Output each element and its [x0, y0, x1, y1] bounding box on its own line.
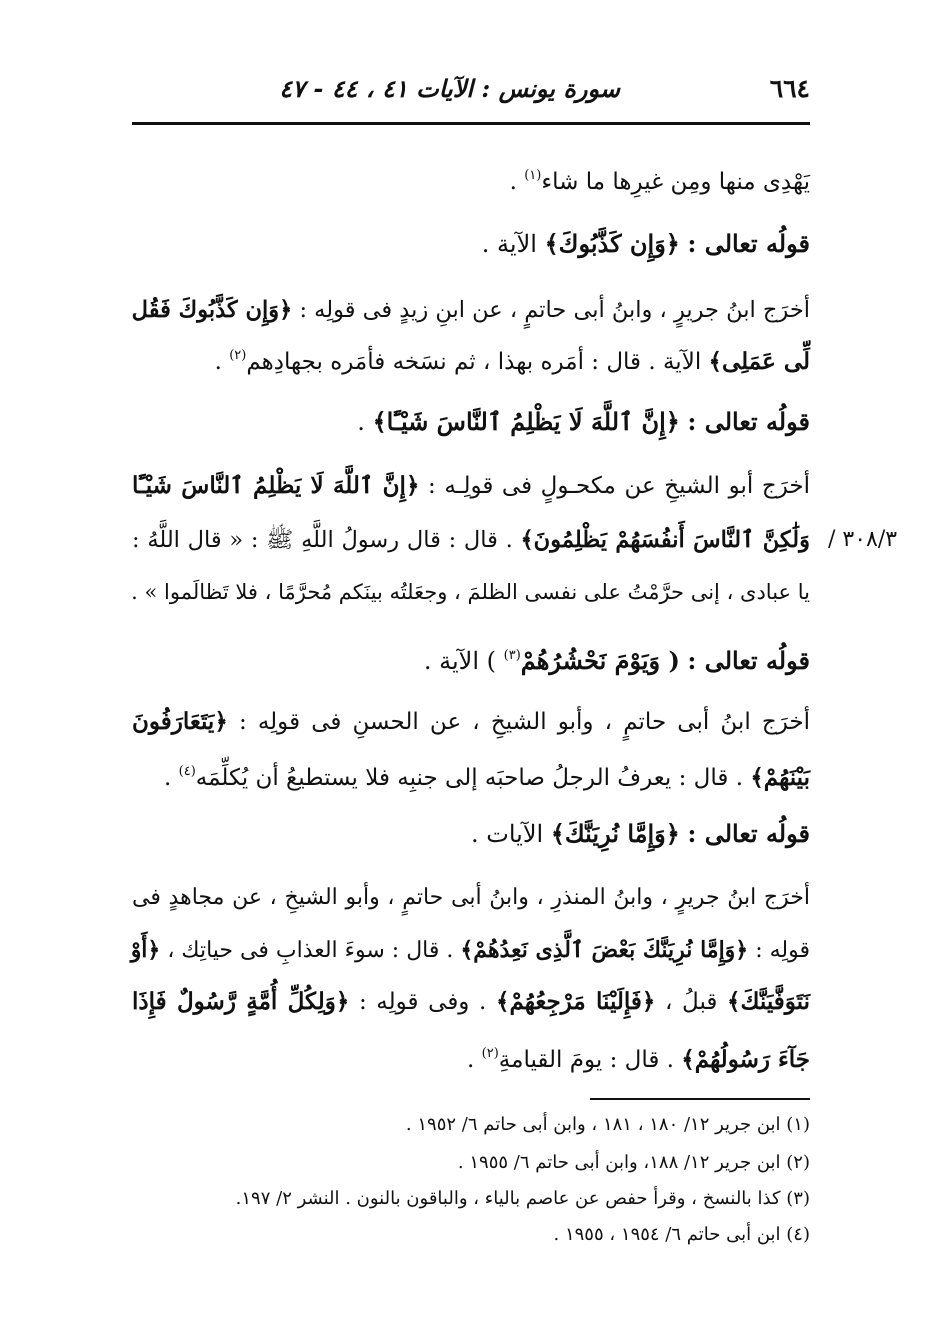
footnote-rule: [590, 1098, 810, 1100]
quran-quote: نَتَوَفَّيَنَّكَ﴾: [727, 988, 811, 1015]
heading-keyword: قولُه تعالى :: [687, 407, 810, 436]
quran-quote: ﴿وَإِن كَذَّبُوكَ﴾: [544, 229, 680, 258]
text-line: [132, 986, 810, 1018]
text-span: .: [467, 1047, 475, 1073]
text-span: . قال : يومَ القيامةِ: [498, 1047, 674, 1073]
text-line: [132, 160, 810, 198]
text-line: [132, 706, 810, 738]
text-span: . قال : يعرفُ الرجلُ صاحبَه إلى جنبِه فلا يستطيعُ أن يُكلِّمَه: [195, 765, 744, 791]
text-line: [132, 882, 810, 914]
quran-quote: ﴿يَتَعَارَفُونَ: [132, 708, 228, 735]
text-span: . قال : قال رسولُ اللَّهِ ﷺ : « قال اللَّهُ :: [132, 527, 513, 553]
quran-quote: ( وَيَوْمَ نَحْشُرُهُمْ: [520, 646, 680, 675]
text-span: الآية .: [481, 230, 537, 258]
heading-keyword: قولُه تعالى :: [687, 229, 810, 258]
verse-heading: [132, 818, 810, 850]
text-span: يَهْدِى منها ومِن غيرِها ما شاء: [541, 169, 810, 195]
quran-quote: جَآءَ رَسُولُهُمْ﴾: [681, 1046, 810, 1073]
footnote: (٢) ابن جرير ١٢/ ١٨٨، وابن أبى حاتم ٦/ ١٩٥٥ .: [457, 1152, 810, 1173]
header-rule: [132, 122, 810, 125]
text-span: أخرَج ابنُ أبى حاتمٍ ، وأبو الشيخِ ، عن الحسنِ فى قولِه :: [238, 709, 810, 735]
quran-quote: لِّى عَمَلِى﴾: [708, 348, 810, 375]
running-head: سورة يونس : الآيات ٤١ ، ٤٤ - ٤٧: [279, 74, 620, 103]
text-line: [132, 576, 810, 608]
heading-keyword: قولُه تعالى :: [687, 646, 810, 675]
text-span: الآية . قال : أمَره بهذا ، ثم نسَخه فأمَره بجهادِهم: [246, 349, 702, 375]
text-span: أخرَج ابنُ جريرٍ ، وابنُ أبى حاتمٍ ، عن ابنِ زيدٍ فى قولِه :: [299, 297, 810, 323]
quran-quote: ﴿فَإِلَيْنَا مَرْجِعُهُمْ﴾: [495, 988, 656, 1015]
verse-heading: [132, 228, 810, 260]
page-header: [132, 68, 810, 108]
quran-quote: ﴿وَإِمَّا نُرِيَنَّكَ بَعْضَ ٱلَّذِى نَعِدُهُمْ﴾: [460, 937, 749, 963]
quran-quote: ﴿وَإِمَّا نُرِيَنَّكَ﴾: [550, 819, 680, 848]
verse-heading: [132, 640, 810, 677]
margin-reference: [828, 524, 897, 556]
text-line: [132, 340, 810, 378]
text-span: قبلُ ،: [665, 989, 718, 1015]
footnote-ref: (٣): [503, 648, 521, 663]
text-line: [132, 934, 810, 967]
text-span: يا عبادى ، إنى حرَّمْتُ على نفسى الظلمَ ، وجعَلتُه بينَكم مُحرَّمًا ، فلا تَظالَموا » .: [131, 580, 810, 604]
verse-heading: [132, 406, 810, 438]
footnote-ref: (٢): [229, 348, 247, 363]
text-span: .: [164, 765, 172, 791]
text-span: .: [357, 408, 365, 436]
text-line: [132, 1038, 810, 1076]
quran-quote: ﴿إِنَّ ٱللَّهَ لَا يَظْلِمُ ٱلنَّاسَ شَيْـًٔا: [132, 472, 420, 499]
text-span: الآيات .: [471, 820, 544, 848]
quran-quote: ﴿أَوْ: [130, 937, 161, 963]
page-break-marker: /: [828, 527, 836, 552]
text-span: أخرَج أبو الشيخِ عن مكحـولٍ فى قولِـه :: [428, 473, 811, 499]
text-line: [132, 470, 810, 502]
footnote-ref: (٤): [178, 764, 196, 779]
text-span: .: [214, 349, 222, 375]
text-line: [132, 756, 810, 794]
text-line: [132, 524, 810, 556]
footnote: (١) ابن جرير ١٢/ ١٨٠ ، ١٨١ ، وابن أبى حاتم ٦/ ١٩٥٢ .: [405, 1114, 810, 1135]
text-span: أخرَج ابنُ جريرٍ ، وابنُ المنذرِ ، وابنُ أبى حاتمٍ ، وأبو الشيخِ ، عن مجاهدٍ فى: [132, 885, 810, 910]
footnote-ref: (١): [524, 168, 542, 183]
footnote-ref: (٢): [481, 1046, 499, 1061]
quran-quote: ﴿وَإِن كَذَّبُوكَ فَقُل: [131, 297, 293, 323]
quran-quote: ﴿وَلِكُلِّ أُمَّةٍ رَّسُولٌ فَإِذَا: [132, 988, 350, 1015]
page-number: ٦٦٤: [769, 74, 810, 103]
margin-volume-page: ٣٠٨/٣: [842, 527, 898, 552]
quran-quote: وَلَٰكِنَّ ٱلنَّاسَ أَنفُسَهُمْ يَظْلِمُونَ﴾: [520, 527, 810, 553]
heading-keyword: قولُه تعالى :: [687, 819, 810, 848]
quran-quote: ﴿إِنَّ ٱللَّهَ لَا يَظْلِمُ ٱلنَّاسَ شَيْـًٔا﴾: [372, 407, 680, 436]
text-span: قولِه :: [755, 938, 810, 963]
text-span: . وفى قولِه :: [358, 989, 487, 1015]
text-span: ) الآية .: [423, 647, 497, 675]
footnote: (٣) كذا بالنسخ ، وقرأ حفص عن عاصم بالياء ، والباقون بالنون . النشر ٢/ ١٩٧.: [235, 1188, 810, 1209]
text-span: . قال : سوءَ العذابِ فى حياتِك ،: [167, 938, 454, 963]
quran-quote: بَيْنَهُمْ﴾: [750, 764, 810, 791]
text-line: [132, 294, 810, 326]
footnote: (٤) ابن أبى حاتم ٦/ ١٩٥٤ ، ١٩٥٥ .: [553, 1224, 810, 1245]
text-span: .: [509, 169, 517, 195]
